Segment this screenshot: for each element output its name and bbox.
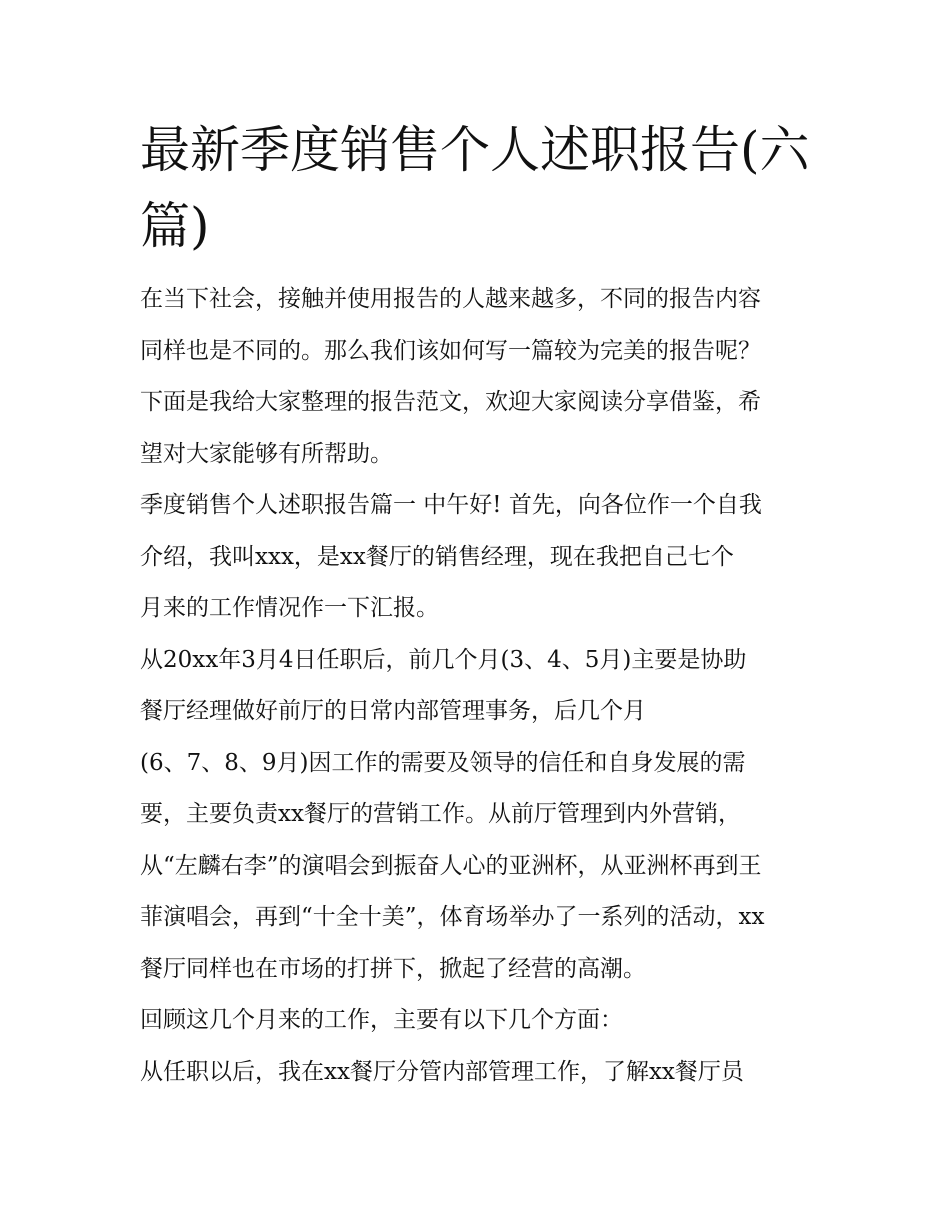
body-line: 餐厅经理做好前厅的日常内部管理事务，后几个月 [140, 698, 646, 724]
body-line: 季度销售个人述职报告篇一 中午好! 首先，向各位作一个自我 [140, 492, 762, 518]
body-line: 下面是我给大家整理的报告范文，欢迎大家阅读分享借鉴，希 [140, 389, 761, 415]
title-line: 篇) [140, 197, 210, 255]
body-line: (6、7、8、9月)因工作的需要及领导的信任和自身发展的需 [140, 749, 746, 776]
title-line: 最新季度销售个人述职报告(六 [140, 121, 810, 179]
body-line: 同样也是不同的。那么我们该如何写一篇较为完美的报告呢？ [140, 337, 761, 364]
body-line: 在当下社会，接触并使用报告的人越来越多，不同的报告内容 [140, 286, 761, 312]
body-line: 介绍，我叫xxx，是xx餐厅的销售经理，现在我把自己七个 [140, 543, 734, 570]
body-line: 回顾这几个月来的工作，主要有以下几个方面： [140, 1007, 623, 1033]
document-body [140, 274, 840, 1098]
body-line: 菲演唱会，再到“十全十美”，体育场举办了一系列的活动，xx [140, 904, 765, 930]
body-line: 从任职以后，我在xx餐厅分管内部管理工作，了解xx餐厅员 [140, 1058, 744, 1085]
body-line: 月来的工作情况作一下汇报。 [140, 595, 439, 621]
document-title [140, 112, 830, 264]
body-line: 望对大家能够有所帮助。 [140, 440, 393, 467]
body-line: 从“左麟右李”的演唱会到振奋人心的亚洲杯，从亚洲杯再到王 [140, 852, 762, 879]
body-line: 从20xx年3月4日任职后，前几个月(3、4、5月)主要是协助 [140, 646, 747, 673]
body-line: 餐厅同样也在市场的打拼下，掀起了经营的高潮。 [140, 955, 646, 982]
body-line: 要，主要负责xx餐厅的营销工作。从前厅管理到内外营销， [140, 801, 741, 827]
